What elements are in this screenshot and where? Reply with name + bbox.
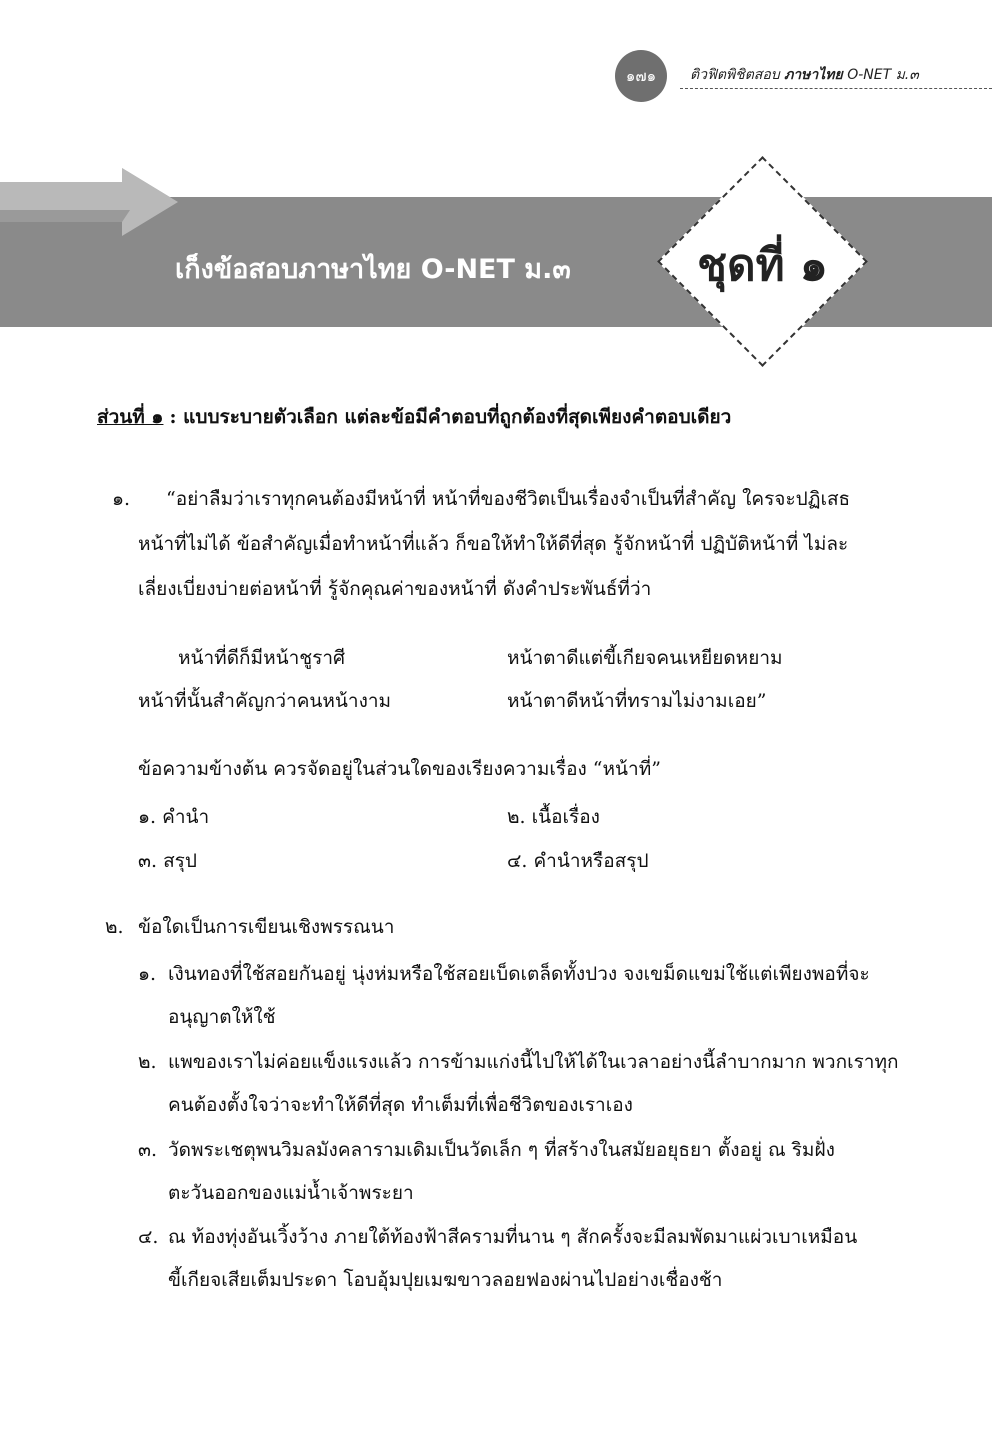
poem-line: หน้าตาดีหน้าที่ทรามไม่งามเอย” [507,690,767,712]
q2-choice-text[interactable]: ณ ท้องทุ่งอันเวิ้งว้าง ภายใต้ท้องฟ้าสีครามที่นาน ๆ สักครั้งจะมีลมพัดมาแผ่วเบาเหมือน [168,1226,858,1248]
q2-question: ข้อใดเป็นการเขียนเชิงพรรณนา [138,916,395,938]
poem-line: หน้าที่ดีก็มีหน้าชูราศี [178,647,346,669]
q2-choice-text[interactable]: อนุญาตให้ใช้ [168,1006,276,1028]
section-label: ส่วนที่ ๑ [97,406,164,428]
q2-choice-number[interactable]: ๔. [138,1226,159,1248]
q1-line: เลี่ยงเบี่ยงบ่ายต่อหน้าที่ รู้จักคุณค่าของหน้าที่ ดังคำประพันธ์ที่ว่า [138,578,652,600]
set-label: ชุดที่ ๑ [697,240,828,291]
q2-choice-text[interactable]: ขี้เกียจเสียเต็มประดา โอบอุ้มปุยเมฆขาวลอยฟองผ่านไปอย่างเชื่องช้า [168,1269,723,1291]
q1-choice[interactable]: ๑. คำนำ [138,806,210,828]
arrow-overlay-icon [0,168,180,238]
poem-line: หน้าที่นั้นสำคัญกว่าคนหน้างาม [138,690,392,712]
q2-choice-number[interactable]: ๒. [138,1051,157,1073]
q2-choice-text[interactable]: ตะวันออกของแม่น้ำเจ้าพระยา [168,1182,414,1204]
running-title-suffix: O-NET ม.๓ [847,67,919,83]
running-title-subject: ภาษาไทย [784,67,843,83]
q1-number: ๑. [112,488,131,510]
header-divider [680,88,992,89]
q1-line: หน้าที่ไม่ได้ ข้อสำคัญเมื่อทำหน้าที่แล้ว ก็ขอให้ทำให้ดีที่สุด รู้จักหน้าที่ ปฏิบัติหน้าที่ ไม่ละ [138,533,849,555]
q1-choice[interactable]: ๒. เนื้อเรื่อง [507,806,600,828]
q1-choice[interactable]: ๓. สรุป [138,850,197,872]
poem-line: หน้าตาดีแต่ขี้เกียจคนเหยียดหยาม [507,647,783,669]
q2-choice-text[interactable]: แพของเราไม่ค่อยแข็งแรงแล้ว การข้ามแก่งนี้ไปให้ได้ในเวลาอย่างนี้ลำบากมาก พวกเราทุก [168,1051,899,1073]
q1-question: ข้อความข้างต้น ควรจัดอยู่ในส่วนใดของเรียงความเรื่อง “หน้าที่” [138,758,661,780]
q2-number: ๒. [105,916,124,938]
q2-choice-text[interactable]: วัดพระเชตุพนวิมลมังคลารามเดิมเป็นวัดเล็ก ๆ ที่สร้างในสมัยอยุธยา ตั้งอยู่ ณ ริมฝั่ง [168,1139,835,1161]
banner-title: เก็งข้อสอบภาษาไทย O-NET ม.๓ [175,254,571,285]
page-number: ๑๗๑ [625,67,657,85]
section-instruction: : แบบระบายตัวเลือก แต่ละข้อมีคำตอบที่ถูกต้องที่สุดเพียงคำตอบเดียว [169,406,732,428]
running-title-prefix: ติวฟิตพิชิตสอบ [690,67,780,83]
q2-choice-text[interactable]: เงินทองที่ใช้สอยกันอยู่ นุ่งห่มหรือใช้สอยเบ็ดเตล็ดทั้งปวง จงเขม็ดแขม่ใช้แต่เพียงพอที่จะ [168,963,870,985]
q1-choice[interactable]: ๔. คำนำหรือสรุป [507,850,649,872]
q2-choice-number[interactable]: ๑. [138,963,157,985]
q2-choice-number[interactable]: ๓. [138,1139,158,1161]
q1-line: “อย่าลืมว่าเราทุกคนต้องมีหน้าที่ หน้าที่ของชีวิตเป็นเรื่องจำเป็นที่สำคัญ ใครจะปฏิเสธ [166,488,851,510]
q2-choice-text[interactable]: คนต้องตั้งใจว่าจะทำให้ดีที่สุด ทำเต็มที่เพื่อชีวิตของเราเอง [168,1094,633,1116]
page-number-badge [615,50,667,102]
running-header [690,64,919,86]
